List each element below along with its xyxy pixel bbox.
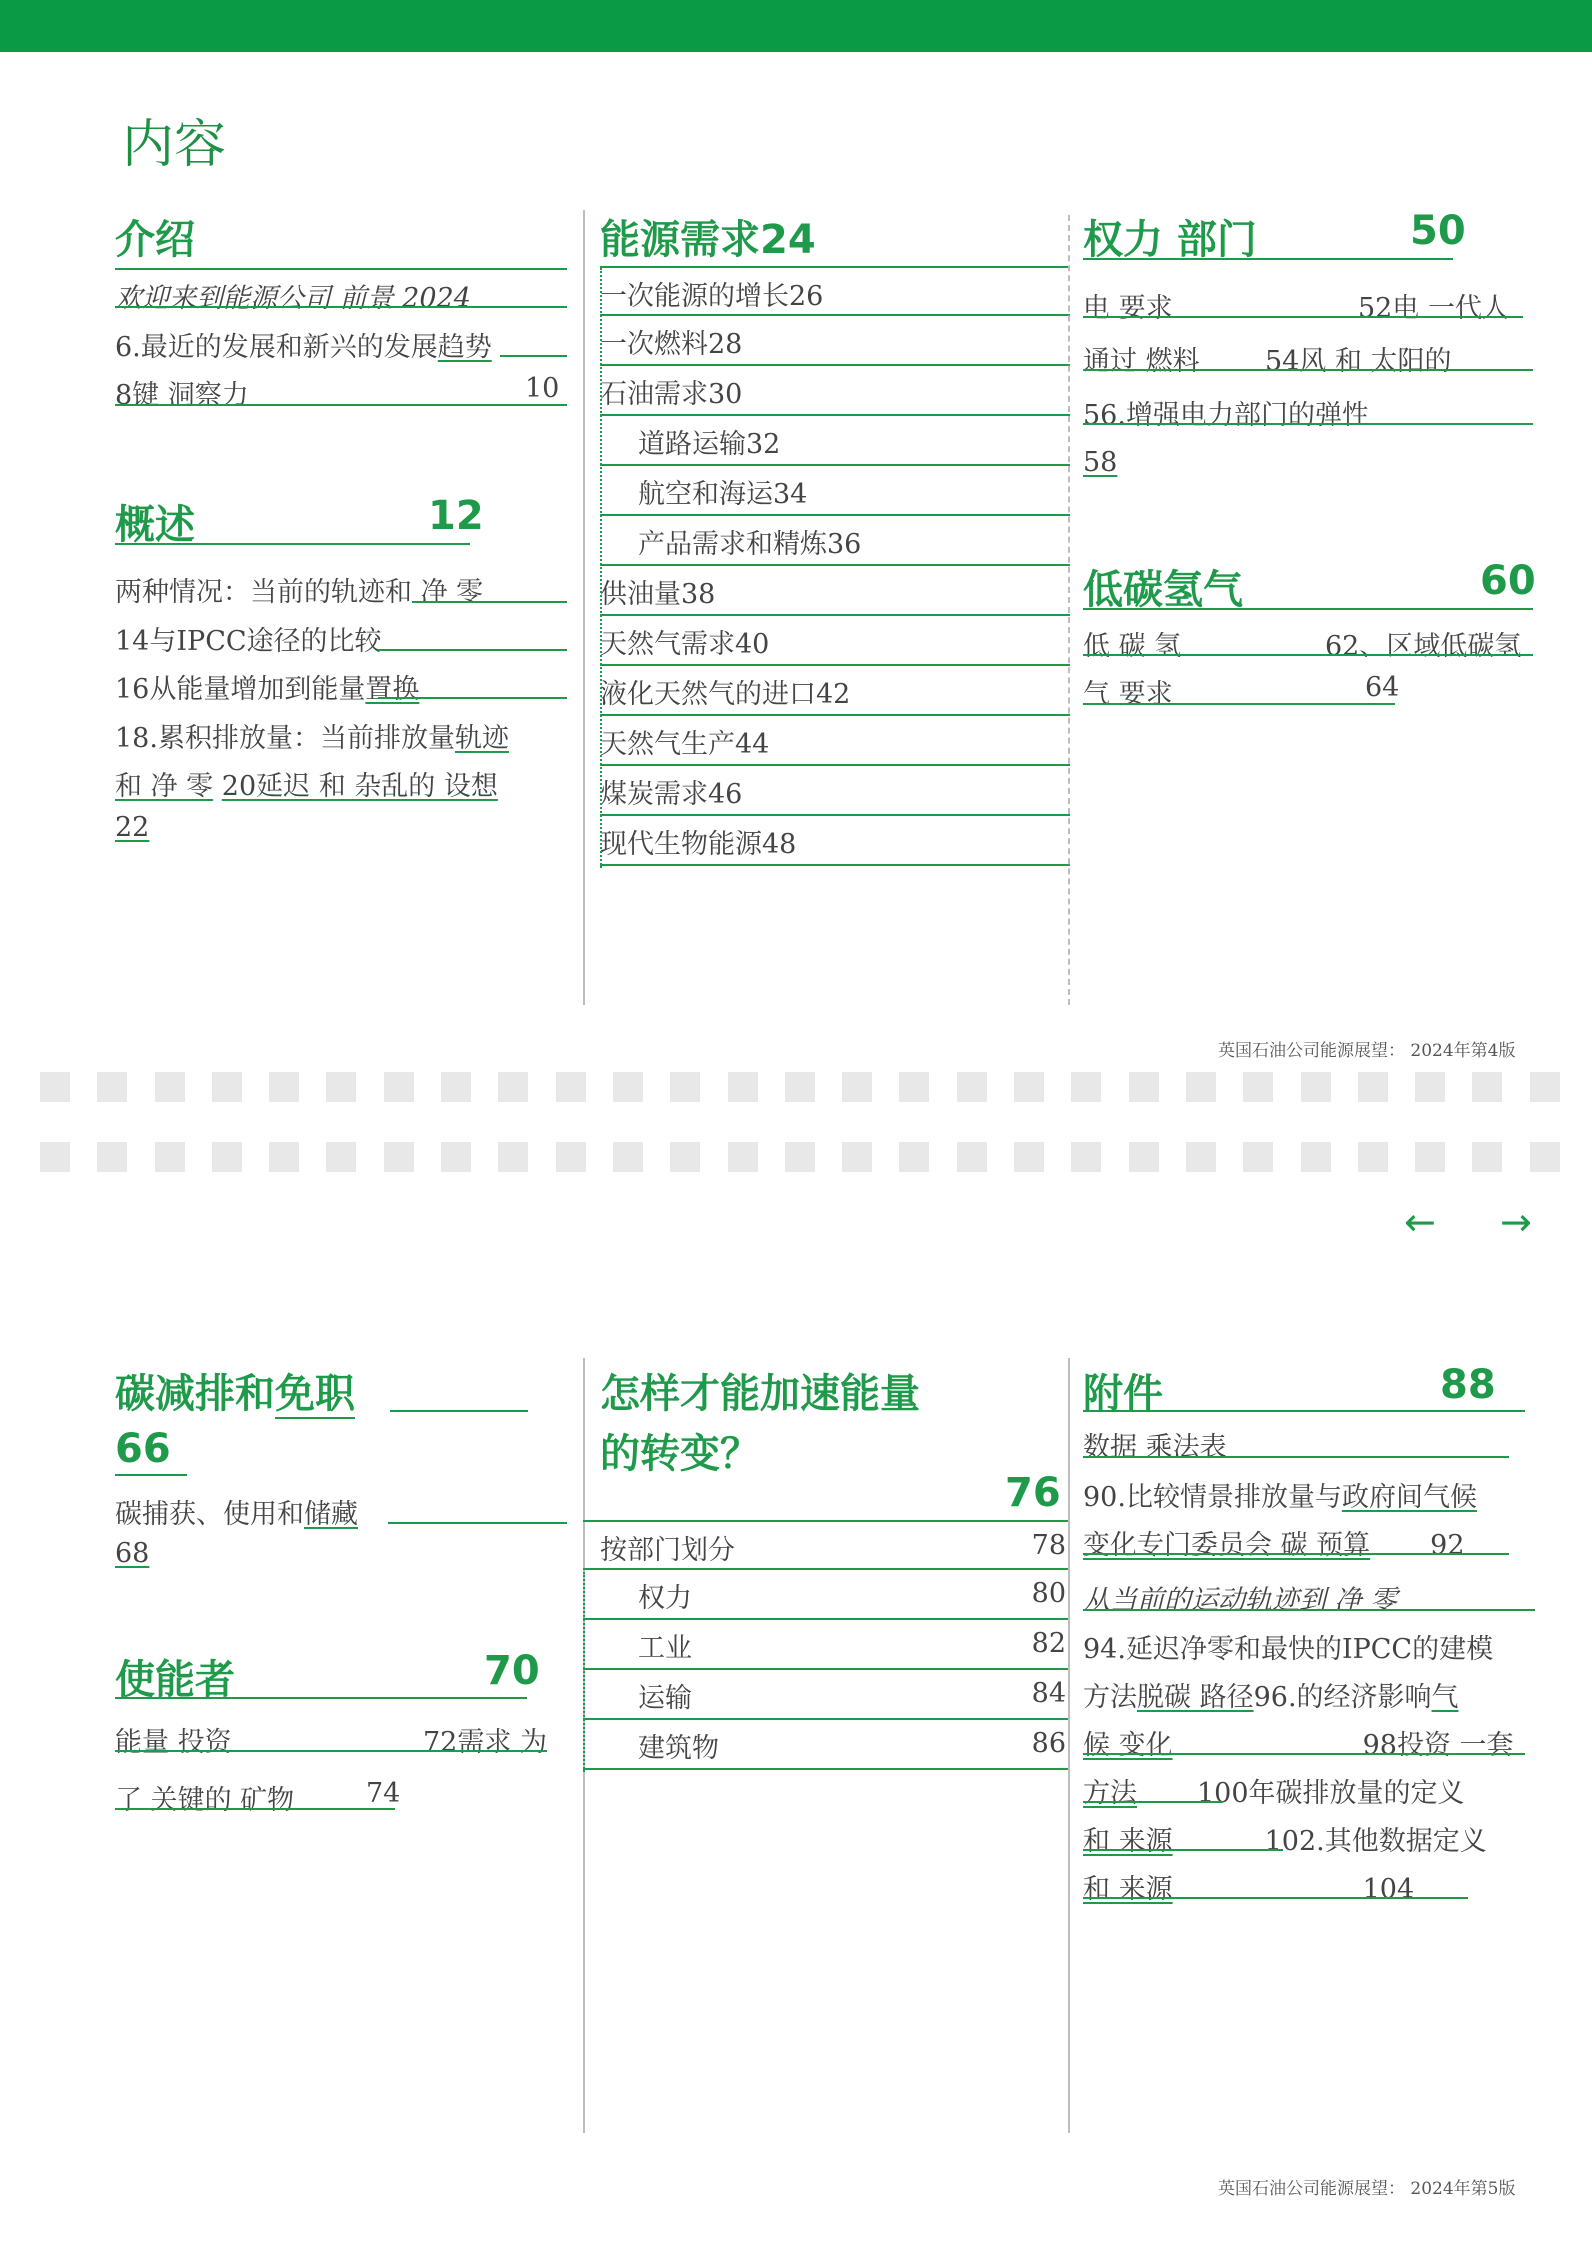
annex-sources-link[interactable]: 和 来源 104 [1083, 1874, 1415, 1905]
annex-climate-link[interactable]: 候 变化 98投资 一套 [1083, 1730, 1514, 1761]
page-footer: 英国石油公司能源展望： 2024年第4版 [1218, 1041, 1516, 1061]
hydrogen-page: 60 [1480, 558, 1536, 604]
overview-scenarios-link[interactable]: 两种情况：当前的轨迹和 净 零 [115, 577, 484, 608]
annex-ipcc-link[interactable]: 90.比较情景排放量与政府间气候 [1083, 1482, 1477, 1513]
annex-rule [1083, 1801, 1223, 1803]
demand-item[interactable]: 供油量38 [600, 566, 1070, 616]
intro-rule [115, 306, 567, 308]
demand-heading: 能源需求24 [600, 217, 816, 263]
power-rule [1083, 316, 1523, 318]
overview-rule [378, 649, 567, 651]
overview-page: 12 [428, 493, 484, 539]
intro-insights-link[interactable]: 8键 洞察力 [115, 380, 249, 411]
ccus-storage-page[interactable]: 68 [115, 1538, 150, 1569]
ccus-heading: 碳减排和免职 [115, 1371, 355, 1417]
enablers-investment-link[interactable]: 能量 投资 [115, 1727, 232, 1758]
annex-data-link[interactable]: 数据 乘法表 [1083, 1432, 1227, 1463]
annex-rule [1083, 1849, 1283, 1851]
enablers-page: 70 [484, 1648, 540, 1694]
annex-rule [1083, 1456, 1509, 1458]
accelerate-heading-line2: 的转变？ [600, 1431, 760, 1477]
power-resilience-page[interactable]: 58 [1083, 447, 1118, 478]
annex-rule [1083, 1410, 1525, 1412]
power-fuel-link[interactable]: 通过 燃料 [1083, 346, 1200, 377]
ccus-page: 66 [115, 1426, 171, 1472]
overview-rule [378, 697, 567, 699]
demand-item[interactable]: 煤炭需求46 [600, 766, 1070, 816]
annex-rule [1083, 1609, 1535, 1611]
power-rule [1083, 258, 1453, 260]
accelerate-heading-line1: 怎样才能加速能量 [600, 1371, 920, 1417]
overview-energy-link[interactable]: 16从能量增加到能量置换 [115, 674, 420, 705]
power-resilience-link[interactable]: 56.增强电力部门的弹性 [1083, 400, 1369, 431]
demand-item[interactable]: 一次燃料28 [600, 316, 1070, 366]
hydrogen-lowcarbon-link[interactable]: 低 碳 氢 [1083, 631, 1182, 662]
page-footer: 英国石油公司能源展望： 2024年第5版 [1218, 2179, 1516, 2199]
hydrogen-demand-link[interactable]: 气 要求 [1083, 679, 1173, 710]
annex-heading: 附件 [1083, 1371, 1163, 1417]
column-divider [583, 210, 585, 1005]
intro-heading: 介绍 [115, 217, 195, 263]
overview-heading: 概述 [115, 502, 195, 548]
demand-item[interactable]: 现代生物能源48 [600, 816, 1070, 866]
annex-rule [1083, 1753, 1525, 1755]
enablers-rule [115, 1808, 395, 1810]
ccus-rule [115, 1474, 187, 1476]
power-rule [1083, 369, 1533, 371]
column-divider [1068, 215, 1070, 1005]
accelerate-subitem[interactable]: 工业 82 [583, 1620, 1070, 1670]
ccus-rule [388, 1522, 567, 1524]
intro-rule [500, 355, 567, 357]
enablers-heading: 使能者 [115, 1657, 235, 1703]
column-divider [1068, 1358, 1070, 2133]
intro-insights-page: 10 [525, 373, 560, 404]
overview-rule [115, 543, 470, 545]
page-title: 内容 [122, 115, 227, 175]
demand-subitem[interactable]: 道路运输32 [600, 416, 1070, 466]
power-wind-solar-link[interactable]: 54风 和 太阳的 [1265, 346, 1452, 377]
next-arrow-icon[interactable]: → [1500, 1200, 1532, 1244]
enablers-rule [115, 1750, 547, 1752]
annex-page: 88 [1440, 1362, 1496, 1408]
hydrogen-heading: 低碳氢气 [1083, 567, 1243, 613]
annex-trajectory-link[interactable]: 从当前的运动轨迹到 净 零 [1083, 1585, 1398, 1616]
annex-definitions-link[interactable]: 和 来源 102.其他数据定义 [1083, 1826, 1487, 1857]
power-heading: 权力 部门 [1083, 217, 1257, 263]
overview-delayed-link[interactable]: 和 净 零 20延迟 和 杂乱的 设想 [115, 771, 498, 802]
overview-cumulative-link[interactable]: 18.累积排放量：当前排放量轨迹 [115, 723, 509, 754]
ccus-rule [390, 1410, 528, 1412]
ccus-storage-link[interactable]: 碳捕获、使用和储藏 [115, 1499, 358, 1530]
demand-item[interactable]: 石油需求30 [600, 366, 1070, 416]
annex-emissions-link[interactable]: 方法 100年碳排放量的定义 [1083, 1778, 1465, 1809]
accelerate-subitem[interactable]: 权力 80 [583, 1570, 1070, 1620]
prev-arrow-icon[interactable]: ← [1404, 1200, 1436, 1244]
enablers-minerals-page: 74 [366, 1778, 401, 1809]
demand-item[interactable]: 一次能源的增长26 [600, 266, 1070, 316]
enablers-minerals-link[interactable]: 72需求 为 [423, 1727, 547, 1758]
accelerate-subitem[interactable]: 运输 84 [583, 1670, 1070, 1720]
overview-ipcc-link[interactable]: 14与IPCC途径的比较 [115, 626, 382, 657]
overview-delayed-page[interactable]: 22 [115, 812, 150, 843]
hydrogen-regional-link[interactable]: 62、区域低碳氢 [1325, 631, 1522, 662]
demand-subitem[interactable]: 航空和海运34 [600, 466, 1070, 516]
demand-subitem[interactable]: 产品需求和精炼36 [600, 516, 1070, 566]
intro-rule [115, 404, 567, 406]
demand-item[interactable]: 天然气需求40 [600, 616, 1070, 666]
intro-rule [115, 268, 567, 270]
overview-rule [412, 601, 567, 603]
top-color-bar [0, 0, 1592, 52]
annex-decarbonisation-link[interactable]: 方法脱碳 路径96.的经济影响气 [1083, 1682, 1459, 1713]
hydrogen-rule [1083, 703, 1395, 705]
annex-rule [1083, 1553, 1509, 1555]
intro-recent-link[interactable]: 6.最近的发展和新兴的发展趋势 [115, 332, 492, 363]
hydrogen-rule [1083, 654, 1533, 656]
annex-rule [1083, 1897, 1468, 1899]
hydrogen-rule [1083, 608, 1533, 610]
accelerate-dotted-rule [583, 1572, 585, 1772]
power-page: 50 [1410, 208, 1466, 254]
hydrogen-demand-page: 64 [1365, 672, 1400, 703]
accelerate-item[interactable]: 按部门划分 78 [583, 1520, 1070, 1570]
enablers-minerals-link2[interactable]: 了 关键的 矿物 [115, 1785, 295, 1816]
enablers-rule [115, 1697, 527, 1699]
page-separator-strip [40, 1142, 1560, 1172]
annex-modelling-link[interactable]: 94.延迟净零和最快的IPCC的建模 [1083, 1634, 1494, 1665]
intro-welcome-link[interactable]: 欢迎来到能源公司 前景 2024 [115, 283, 471, 314]
accelerate-page: 76 [1005, 1470, 1061, 1516]
annex-budget-link[interactable]: 变化专门委员会 碳 预算 92 [1083, 1530, 1465, 1561]
demand-item[interactable]: 天然气生产44 [600, 716, 1070, 766]
power-rule [1083, 423, 1533, 425]
power-generation-link[interactable]: 52电 一代人 [1358, 293, 1509, 324]
accelerate-subitem[interactable]: 建筑物 86 [583, 1720, 1070, 1770]
power-demand-link[interactable]: 电 要求 [1083, 293, 1173, 324]
page-separator-strip [40, 1072, 1560, 1102]
demand-item[interactable]: 液化天然气的进口42 [600, 666, 1070, 716]
demand-dotted-rule [600, 268, 602, 868]
